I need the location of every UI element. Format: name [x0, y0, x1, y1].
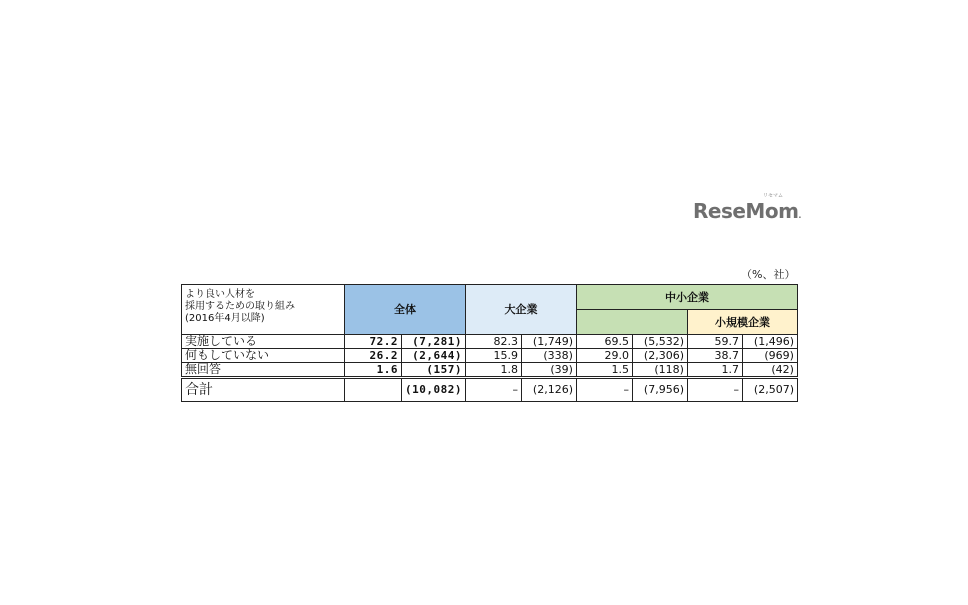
large-count: (2,126)	[521, 378, 576, 402]
all-count: (10,082)	[402, 378, 466, 402]
all-pct	[345, 378, 402, 402]
large-count: (1,749)	[521, 335, 576, 349]
table-row	[182, 349, 798, 363]
sme-count: (2,306)	[632, 349, 687, 363]
row-label: 実施している	[182, 335, 345, 349]
all-count: (7,281)	[402, 335, 466, 349]
small-count: (1,496)	[742, 335, 797, 349]
sme-count: (7,956)	[632, 378, 687, 402]
large-count: (338)	[521, 349, 576, 363]
header-large-enterprise: 大企業	[465, 285, 576, 335]
all-pct: 72.2	[345, 335, 402, 349]
sme-pct: 1.5	[576, 363, 632, 378]
all-count: (157)	[402, 363, 466, 378]
all-pct: 1.6	[345, 363, 402, 378]
row-label: 何もしていない	[182, 349, 345, 363]
header-all: 全体	[345, 285, 466, 335]
sme-count: (118)	[632, 363, 687, 378]
table-total-row	[182, 378, 798, 402]
all-count: (2,644)	[402, 349, 466, 363]
row-label: 無回答	[182, 363, 345, 378]
sme-pct: 69.5	[576, 335, 632, 349]
large-pct: 82.3	[465, 335, 521, 349]
large-pct: 1.8	[465, 363, 521, 378]
small-count: (42)	[742, 363, 797, 378]
table-row	[182, 335, 798, 349]
small-count: (2,507)	[742, 378, 797, 402]
resemom-logo	[693, 193, 801, 223]
large-pct: –	[465, 378, 521, 402]
table-row	[182, 363, 798, 378]
sme-pct: 29.0	[576, 349, 632, 363]
total-label: 合計	[182, 378, 345, 402]
small-count: (969)	[742, 349, 797, 363]
logo-dot: .	[798, 211, 801, 220]
unit-note: （%、社）	[741, 268, 796, 281]
small-pct: 1.7	[687, 363, 742, 378]
small-pct: 38.7	[687, 349, 742, 363]
all-pct: 26.2	[345, 349, 402, 363]
header-sme: 中小企業	[576, 285, 797, 310]
sme-pct: –	[576, 378, 632, 402]
header-label-line-2: 採用するための取り組み	[185, 301, 295, 312]
large-pct: 15.9	[465, 349, 521, 363]
survey-table	[181, 284, 798, 402]
logo-text: ReseMom	[693, 199, 799, 223]
header-small-enterprise: 小規模企業	[687, 310, 797, 335]
sme-count: (5,532)	[632, 335, 687, 349]
header-label-line-1: より良い人材を	[185, 289, 255, 300]
small-pct: 59.7	[687, 335, 742, 349]
logo-ruby: リセマム	[763, 193, 783, 199]
header-label-cell	[182, 285, 345, 335]
header-label-line-3: (2016年4月以降)	[185, 313, 265, 324]
small-pct: –	[687, 378, 742, 402]
large-count: (39)	[521, 363, 576, 378]
header-sme-blank	[576, 310, 687, 335]
